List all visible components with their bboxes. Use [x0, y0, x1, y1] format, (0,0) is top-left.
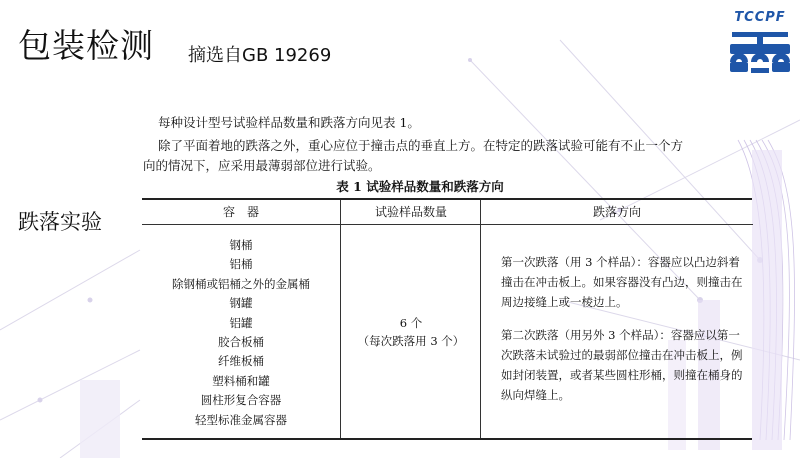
- container-item: 塑料桶和罐: [212, 373, 270, 388]
- page-subtitle: 摘选自GB 19269: [188, 45, 332, 66]
- container-item: 纤维板桶: [218, 354, 264, 369]
- header-direction: 跌落方向: [481, 200, 753, 225]
- intro-line-1: 每种设计型号试验样品数量和跌落方向见表 1。: [158, 115, 420, 130]
- direction-line: 第二次跌落（用另外 3 个样品）：容器应以第一: [501, 328, 740, 342]
- direction-line: 如封闭装置，或者某些圆柱形桶，则撞在桶身的: [501, 368, 743, 382]
- container-item: 轻型标准金属容器: [195, 412, 287, 427]
- container-item: 胶合板桶: [218, 334, 264, 349]
- drop-test-table: [142, 198, 752, 440]
- direction-line: 纵向焊缝上。: [501, 388, 570, 402]
- tccpf-logo: [722, 10, 798, 84]
- page-title: 包装检测: [18, 26, 154, 65]
- container-item: 圆柱形复合容器: [200, 393, 282, 408]
- second-drop-text: [501, 325, 743, 405]
- direction-line: 次跌落未试验过的最弱部位撞击在冲击板上，例: [501, 348, 743, 362]
- container-column: [142, 200, 340, 438]
- direction-line: 第一次跌落（用 3 个样品）：容器应以凸边斜着: [501, 255, 740, 269]
- direction-line: 周边接缝上或一棱边上。: [501, 295, 628, 309]
- direction-column: [480, 200, 753, 438]
- section-label: 跌落实验: [18, 210, 102, 234]
- container-item: 钢罐: [229, 296, 253, 311]
- intro-line-2: 除了平面着地的跌落之外，重心应位于撞击点的垂直上方。在特定的跌落试验可能有不止一个方: [158, 138, 684, 153]
- header-quantity: 试验样品数量: [341, 200, 481, 225]
- intro-line-3: 向的情况下，应采用最薄弱部位进行试验。: [143, 158, 381, 173]
- tccpf-logo-icon: [722, 10, 798, 84]
- quantity-value: 6 个: [399, 316, 423, 330]
- container-item: 钢桶: [229, 238, 253, 252]
- container-item: 铝桶: [229, 257, 253, 272]
- first-drop-text: [501, 252, 743, 312]
- quantity-cell: [341, 314, 481, 350]
- quantity-column: [340, 200, 481, 438]
- direction-line: 撞击在冲击板上。如果容器没有凸边，则撞击在: [501, 275, 743, 289]
- logo-text: TCCPF: [734, 10, 786, 25]
- container-item: 铝罐: [229, 315, 253, 330]
- container-list: [142, 236, 340, 430]
- table-caption: 表 1 试验样品数量和跌落方向: [336, 179, 504, 194]
- header-container: 容 器: [142, 200, 340, 225]
- quantity-note: （每次跌落用 3 个）: [357, 334, 465, 348]
- container-item: 除钢桶或铝桶之外的金属桶: [172, 276, 310, 291]
